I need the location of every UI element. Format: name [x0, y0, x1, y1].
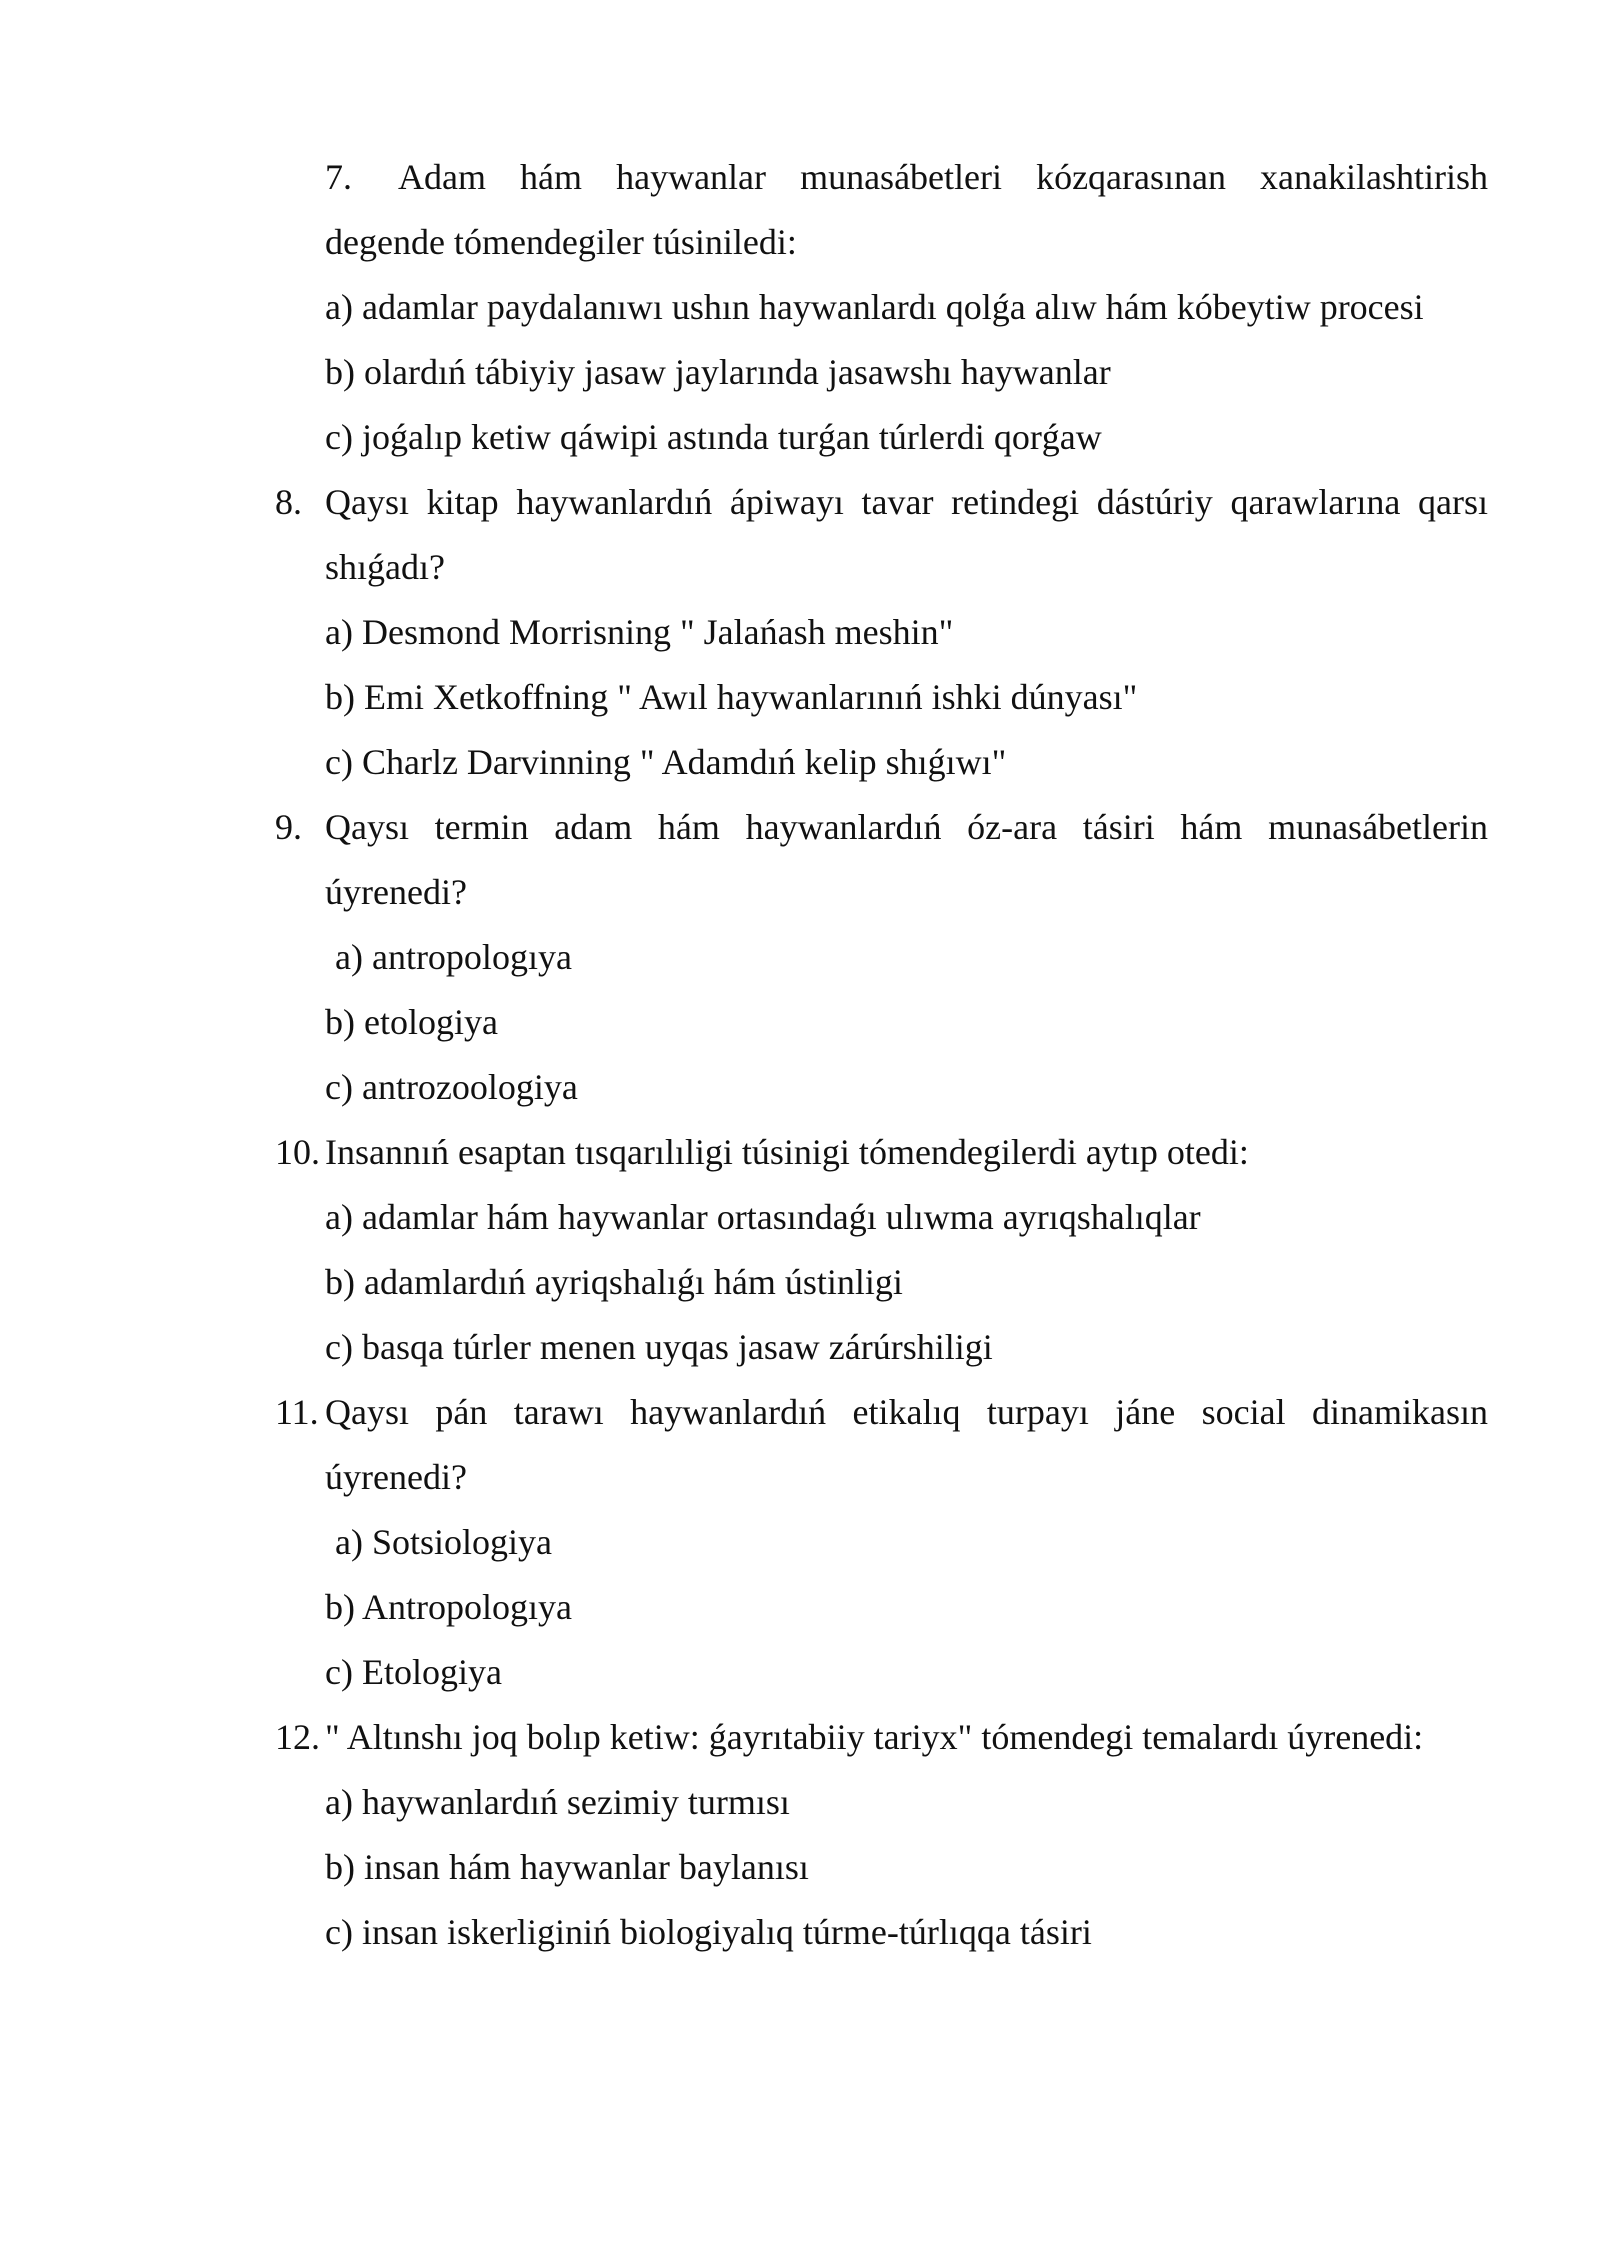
option-a: a) haywanlardıń sezimiy turmısı	[325, 1782, 790, 1822]
question-8-line-1	[275, 470, 1488, 535]
question-number: 11.	[275, 1392, 319, 1432]
question-number: 10.	[275, 1132, 320, 1172]
option-b: b) insan hám haywanlar baylanısı	[325, 1847, 809, 1887]
question-11-line-2: úyrenedi?	[325, 1457, 467, 1497]
option-a: a) adamlar hám haywanlar ortasındaǵı ulıwma ayrıqshalıqlar	[325, 1197, 1201, 1237]
question-text: Adam hám haywanlar munasábetleri kózqarasınan xanakilashtirish	[398, 157, 1488, 197]
question-text: Qaysı termin adam hám haywanlardıń óz-ara tásiri hám munasábetlerin	[325, 807, 1488, 847]
option-c: c) insan iskerliginiń biologiyalıq túrme-túrlıqqa tásiri	[325, 1912, 1092, 1952]
option-c: c) joǵalıp ketiw qáwipi astında turǵan túrlerdi qorǵaw	[325, 417, 1102, 457]
option-a: a) antropologıya	[335, 937, 572, 977]
question-11-line-1	[275, 1380, 1488, 1445]
option-a: a) Desmond Morrisning " Jalańash meshin"	[325, 612, 954, 652]
option-a: a) Sotsiologiya	[335, 1522, 552, 1562]
question-9-line-2: úyrenedi?	[325, 872, 467, 912]
question-9-line-1	[275, 795, 1488, 860]
option-a: a) adamlar paydalanıwı ushın haywanlardı qolǵa alıw hám kóbeytiw procesi	[325, 287, 1424, 327]
question-7-line-1	[325, 145, 1488, 210]
question-7-line-2: degende tómendegiler túsiniledi:	[325, 222, 797, 262]
question-text: " Altınshı joq bolıp ketiw: ǵayrıtabiiy tariyx" tómendegi temalardı úyrenedi:	[325, 1717, 1424, 1757]
option-c: c) Charlz Darvinning " Adamdıń kelip shıǵıwı"	[325, 742, 1007, 782]
option-c: c) Etologiya	[325, 1652, 502, 1692]
option-c: c) antrozoologiya	[325, 1067, 578, 1107]
option-b: b) Antropologıya	[325, 1587, 572, 1627]
question-text: Insannıń esaptan tısqarılıligi túsinigi tómendegilerdi aytıp otedi:	[325, 1132, 1249, 1172]
question-10-line-1	[275, 1120, 1488, 1185]
question-number: 9.	[275, 807, 302, 847]
question-number: 7.	[325, 157, 352, 197]
question-number: 12.	[275, 1717, 320, 1757]
question-list	[275, 145, 1488, 1965]
option-b: b) adamlardıń ayriqshalıǵı hám ústinligi	[325, 1262, 903, 1302]
option-b: b) etologiya	[325, 1002, 498, 1042]
question-12-line-1	[275, 1705, 1488, 1770]
question-text: Qaysı pán tarawı haywanlardıń etikalıq turpayı jáne social dinamikasın	[325, 1392, 1488, 1432]
question-text: Qaysı kitap haywanlardıń ápiwayı tavar retindegi dástúriy qarawlarına qarsı	[325, 482, 1488, 522]
option-b: b) olardıń tábiyiy jasaw jaylarında jasawshı haywanlar	[325, 352, 1111, 392]
option-c: c) basqa túrler menen uyqas jasaw zárúrshiligi	[325, 1327, 993, 1367]
question-8-line-2: shıǵadı?	[325, 547, 445, 587]
option-b: b) Emi Xetkoffning " Awıl haywanlarınıń ishki dúnyası"	[325, 677, 1138, 717]
question-number: 8.	[275, 482, 302, 522]
